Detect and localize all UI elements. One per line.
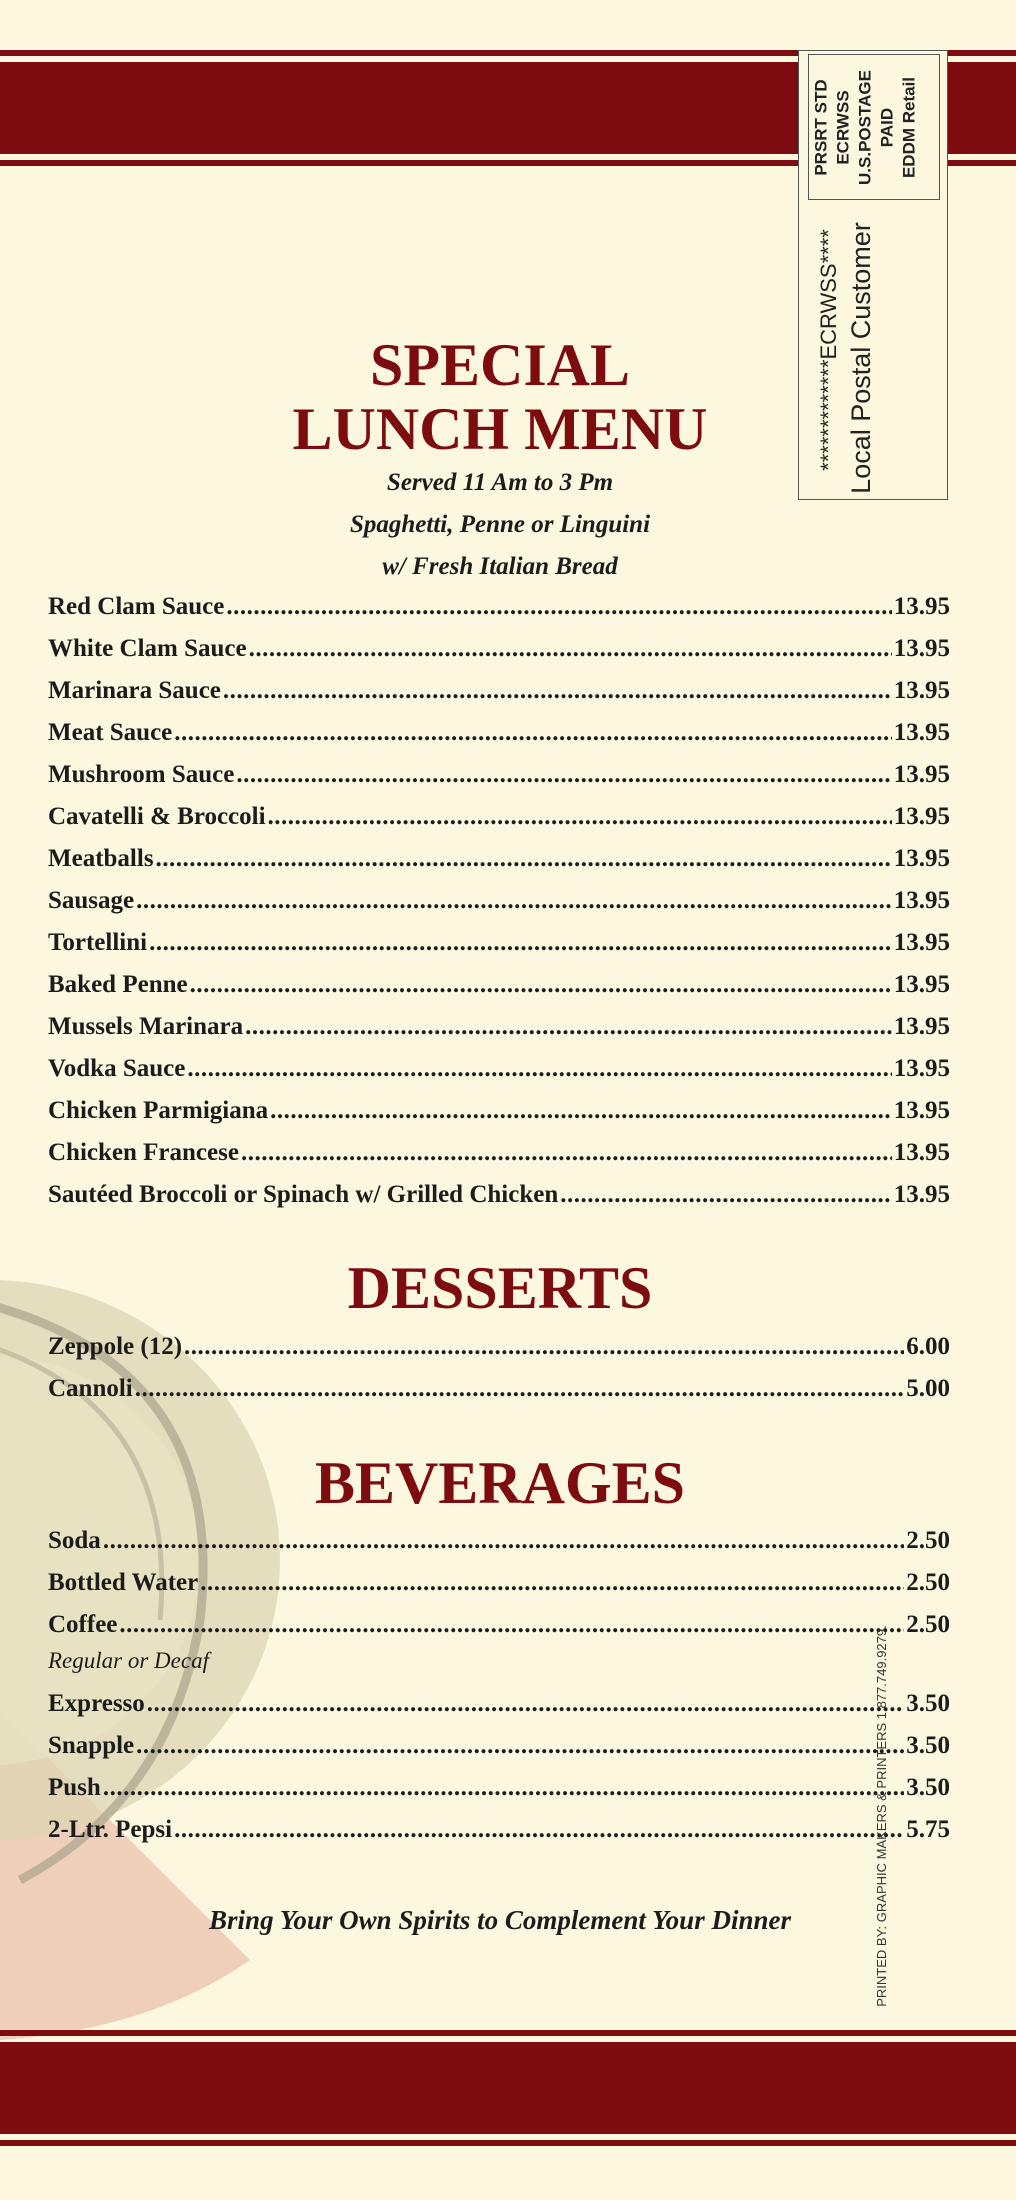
item-name: 2-Ltr. Pepsi: [48, 1816, 173, 1843]
dot-leader: [241, 1139, 892, 1167]
item-price: 13.95: [893, 677, 950, 704]
item-price: 13.95: [893, 845, 950, 872]
dot-leader: [245, 1013, 892, 1041]
dot-leader: [560, 1181, 892, 1209]
desserts-title: DESSERTS: [347, 1255, 653, 1321]
menu-item: [48, 1732, 950, 1768]
item-name: Baked Penne: [48, 971, 188, 998]
item-price: 13.95: [893, 1097, 950, 1124]
item-name: Sausage: [48, 887, 135, 914]
dot-leader: [174, 1816, 904, 1844]
menu-item: [48, 1181, 950, 1217]
item-price: 2.50: [906, 1527, 950, 1554]
bottom-thin-stripe-2: [0, 2140, 1016, 2146]
dot-leader: [135, 1375, 904, 1403]
item-name: Mussels Marinara: [48, 1013, 244, 1040]
item-name: Zeppole (12): [48, 1333, 183, 1360]
item-name: Meatballs: [48, 845, 154, 872]
permit-line: EDDM Retail: [899, 76, 919, 179]
dot-leader: [223, 677, 892, 705]
item-name: Push: [48, 1774, 101, 1801]
item-price: 13.95: [893, 1055, 950, 1082]
dot-leader: [103, 1774, 904, 1802]
dot-leader: [268, 803, 892, 831]
item-price: 2.50: [906, 1569, 950, 1596]
item-price: 13.95: [893, 761, 950, 788]
item-name: Expresso: [48, 1690, 145, 1717]
dot-leader: [187, 1055, 891, 1083]
menu-item: [48, 1055, 950, 1091]
item-price: 3.50: [906, 1774, 950, 1801]
item-name: Red Clam Sauce: [48, 593, 225, 620]
item-name: Bottled Water: [48, 1569, 199, 1596]
item-price: 3.50: [906, 1690, 950, 1717]
item-name: Soda: [48, 1527, 101, 1554]
menu-item: [48, 1375, 950, 1411]
item-price: 6.00: [906, 1333, 950, 1360]
menu-item: [48, 803, 950, 839]
menu-item: [48, 1816, 950, 1852]
item-name: Chicken Parmigiana: [48, 1097, 269, 1124]
dot-leader: [156, 845, 892, 873]
dot-leader: [184, 1333, 904, 1361]
menu-item: [48, 1690, 950, 1726]
item-price: 13.95: [893, 803, 950, 830]
menu-item: [48, 971, 950, 1007]
item-price: 13.95: [893, 1139, 950, 1166]
dot-leader: [249, 635, 892, 663]
beverages-title: BEVERAGES: [314, 1450, 686, 1516]
item-price: 13.95: [893, 719, 950, 746]
menu-item: [48, 1333, 950, 1369]
permit-line: PRSRT STD: [811, 79, 831, 176]
item-name: Chicken Francese: [48, 1139, 239, 1166]
printer-credit: PRINTED BY: GRAPHIC MAKERS & PRINTERS 1.877.749.9279.: [874, 1625, 889, 2007]
dot-leader: [270, 1097, 892, 1125]
item-price: 13.95: [893, 593, 950, 620]
item-name: Tortellini: [48, 929, 148, 956]
permit-box: [808, 54, 940, 200]
menu-item: [48, 761, 950, 797]
item-price: 13.95: [893, 1013, 950, 1040]
dot-leader: [226, 593, 891, 621]
item-name: White Clam Sauce: [48, 635, 247, 662]
item-price: 2.50: [906, 1611, 950, 1638]
item-price: 13.95: [893, 1181, 950, 1208]
permit-line: ECRWSS: [833, 90, 853, 165]
dot-leader: [136, 887, 892, 915]
item-name: Mushroom Sauce: [48, 761, 235, 788]
permit-line: PAID: [877, 107, 897, 148]
menu-item: [48, 887, 950, 923]
ecrwss-line: *************ECRWSS****: [816, 229, 841, 471]
byob-tagline: Bring Your Own Spirits to Complement Your Dinner: [209, 1905, 791, 1935]
dot-leader: [149, 929, 892, 957]
item-name: Snapple: [48, 1732, 135, 1759]
item-price: 13.95: [893, 929, 950, 956]
item-name: Sautéed Broccoli or Spinach w/ Grilled Chicken: [48, 1181, 559, 1208]
dot-leader: [103, 1527, 904, 1555]
menu-item: [48, 635, 950, 671]
menu-item: [48, 1139, 950, 1175]
item-name: Vodka Sauce: [48, 1055, 186, 1082]
item-name: Coffee: [48, 1611, 118, 1638]
item-price: 13.95: [893, 635, 950, 662]
lunch-hours: Served 11 Am to 3 Pm: [386, 469, 614, 496]
menu-item: [48, 719, 950, 755]
permit-text: [811, 58, 936, 198]
dot-leader: [200, 1569, 904, 1597]
bread-note: w/ Fresh Italian Bread: [382, 553, 618, 580]
menu-item: [48, 1013, 950, 1049]
dot-leader: [119, 1611, 904, 1639]
menu-item: [48, 677, 950, 713]
menu-item: [48, 1527, 950, 1563]
item-name: Meat Sauce: [48, 719, 173, 746]
recipient-line: Local Postal Customer: [846, 222, 876, 494]
item-name: Cavatelli & Broccoli: [48, 803, 266, 830]
pasta-choices: Spaghetti, Penne or Linguini: [349, 511, 651, 538]
item-price: 13.95: [893, 887, 950, 914]
lunch-title-line-2: LUNCH MENU: [292, 396, 708, 462]
dot-leader: [147, 1690, 904, 1718]
item-name: Cannoli: [48, 1375, 133, 1402]
coffee-note: Regular or Decaf: [48, 1648, 209, 1673]
item-price: 5.75: [906, 1816, 950, 1843]
permit-line: U.S.POSTAGE: [855, 70, 875, 185]
menu-item: [48, 1611, 950, 1647]
menu-item: [48, 845, 950, 881]
postage-indicia: [798, 50, 948, 500]
menu-item: [48, 1774, 950, 1810]
menu-item: [48, 593, 950, 629]
bottom-thin-stripe-1: [0, 2030, 1016, 2036]
dot-leader: [136, 1732, 904, 1760]
menu-item: [48, 1569, 950, 1605]
dot-leader: [190, 971, 892, 999]
item-price: 13.95: [893, 971, 950, 998]
dot-leader: [174, 719, 891, 747]
menu-item: [48, 1097, 950, 1133]
dot-leader: [236, 761, 891, 789]
item-price: 3.50: [906, 1732, 950, 1759]
bottom-footer-band: [0, 2042, 1016, 2134]
menu-item: [48, 929, 950, 965]
lunch-title-line-1: SPECIAL: [369, 332, 631, 398]
item-price: 5.00: [906, 1375, 950, 1402]
item-name: Marinara Sauce: [48, 677, 221, 704]
